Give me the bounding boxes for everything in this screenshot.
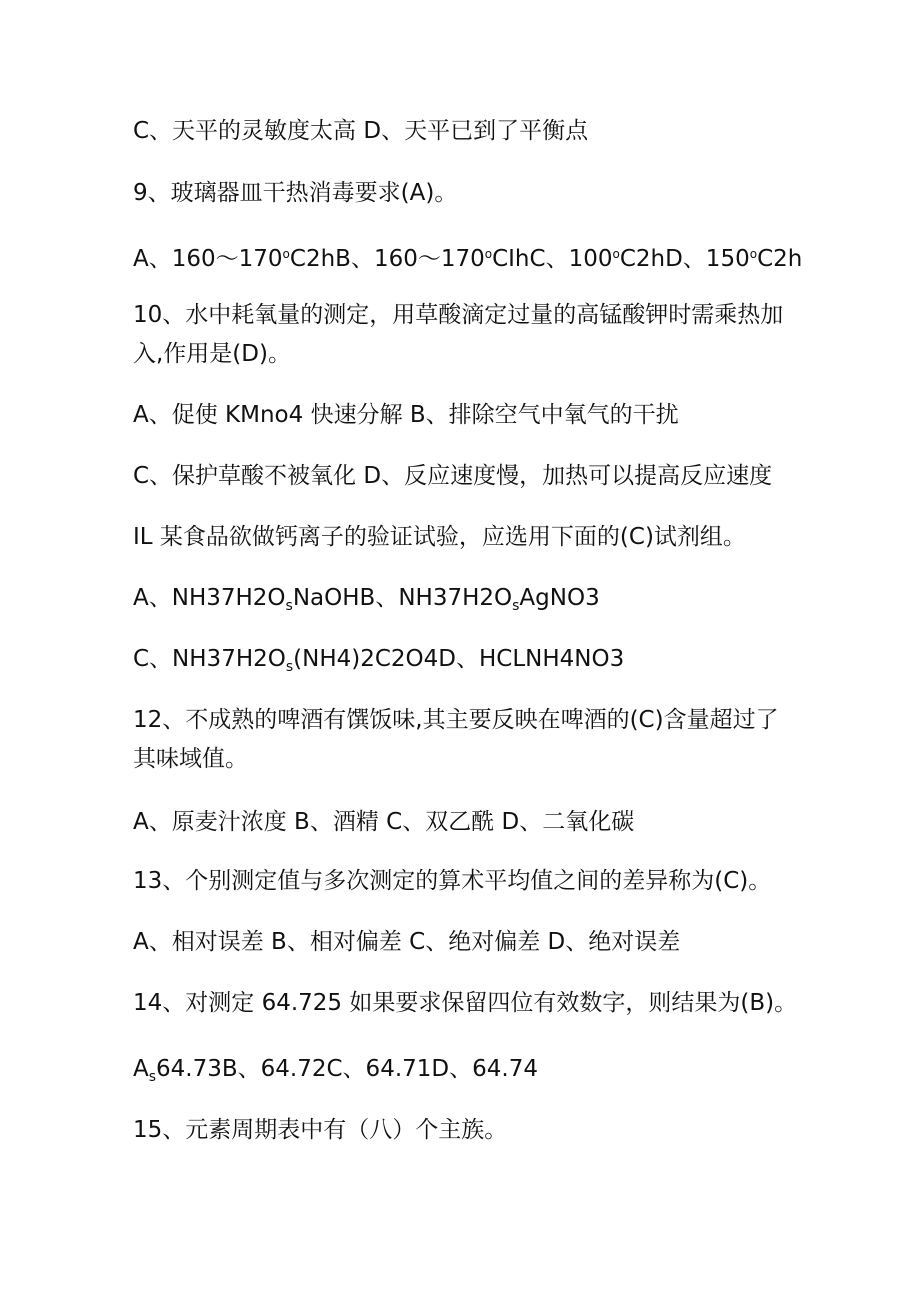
q11-option-text: AgNO3: [519, 585, 600, 611]
question-12-options: A、原麦汁浓度 B、酒精 C、双乙酰 D、二氧化碳: [133, 809, 635, 835]
q9-option-text: C2hB、160～170: [289, 246, 485, 272]
question-9: 9、玻璃器皿干热消毒要求(A)。: [133, 180, 458, 206]
subscript-s: s: [512, 598, 520, 614]
degree-mark: o: [612, 247, 620, 261]
question-9-options: [133, 239, 803, 274]
q11-option-text: C、NH37H2O: [133, 646, 286, 672]
q11-option-text: (NH4)2C2O4D、HCLNH4NO3: [293, 646, 625, 672]
q9-option-text: A、160～170: [133, 246, 283, 272]
question-14: 14、对测定 64.725 如果要求保留四位有效数字，则结果为(B)。: [133, 990, 798, 1016]
question-15: 15、元素周期表中有（八）个主族。: [133, 1117, 508, 1143]
question-11-options-cd: [133, 644, 793, 682]
degree-mark: o: [749, 247, 758, 261]
question-12-line-2: 其味域值。: [133, 746, 248, 772]
q14-option-text: A: [133, 1056, 149, 1082]
question-13: 13、个别测定值与多次测定的算术平均值之间的差异称为(C)。: [133, 868, 772, 894]
q9-option-text: C2h: [757, 246, 803, 272]
question-10-options-ab: A、促使 KMno4 快速分解 B、排除空气中氧气的干扰: [133, 402, 679, 428]
q9-option-text: C2hD、150: [619, 246, 750, 272]
question-10-line-2: 入,作用是(D)。: [133, 341, 291, 367]
text-line-q8-options-cd: C、天平的灵敏度太高 D、天平已到了平衡点: [133, 118, 589, 144]
q11-option-text: A、NH37H2O: [133, 585, 286, 611]
question-14-options: [133, 1054, 793, 1092]
question-11-options-ab: [133, 583, 793, 621]
question-11: IL 某食品欲做钙离子的验证试验，应选用下面的(C)试剂组。: [133, 524, 746, 550]
question-10-line-1: 10、水中耗氧量的测定，用草酸滴定过量的高锰酸钾时需乘热加: [133, 302, 784, 328]
question-10-options-cd: C、保护草酸不被氧化 D、反应速度慢，加热可以提高反应速度: [133, 463, 773, 489]
question-12-line-1: 12、不成熟的啤酒有馔饭味,其主要反映在啤酒的(C)含量超过了: [133, 707, 779, 733]
degree-mark: o: [484, 247, 493, 261]
q11-option-text: NaOHB、NH37H2O: [292, 585, 513, 611]
q9-option-text: CIhC、100: [492, 246, 613, 272]
subscript-s: s: [285, 659, 294, 675]
subscript-s: s: [148, 1069, 157, 1085]
q14-option-text: 64.73B、64.72C、64.71D、64.74: [156, 1056, 538, 1082]
question-13-options: A、相对误差 B、相对偏差 C、绝对偏差 D、绝对误差: [133, 929, 681, 955]
subscript-s: s: [285, 598, 293, 614]
degree-mark: o: [282, 247, 290, 261]
